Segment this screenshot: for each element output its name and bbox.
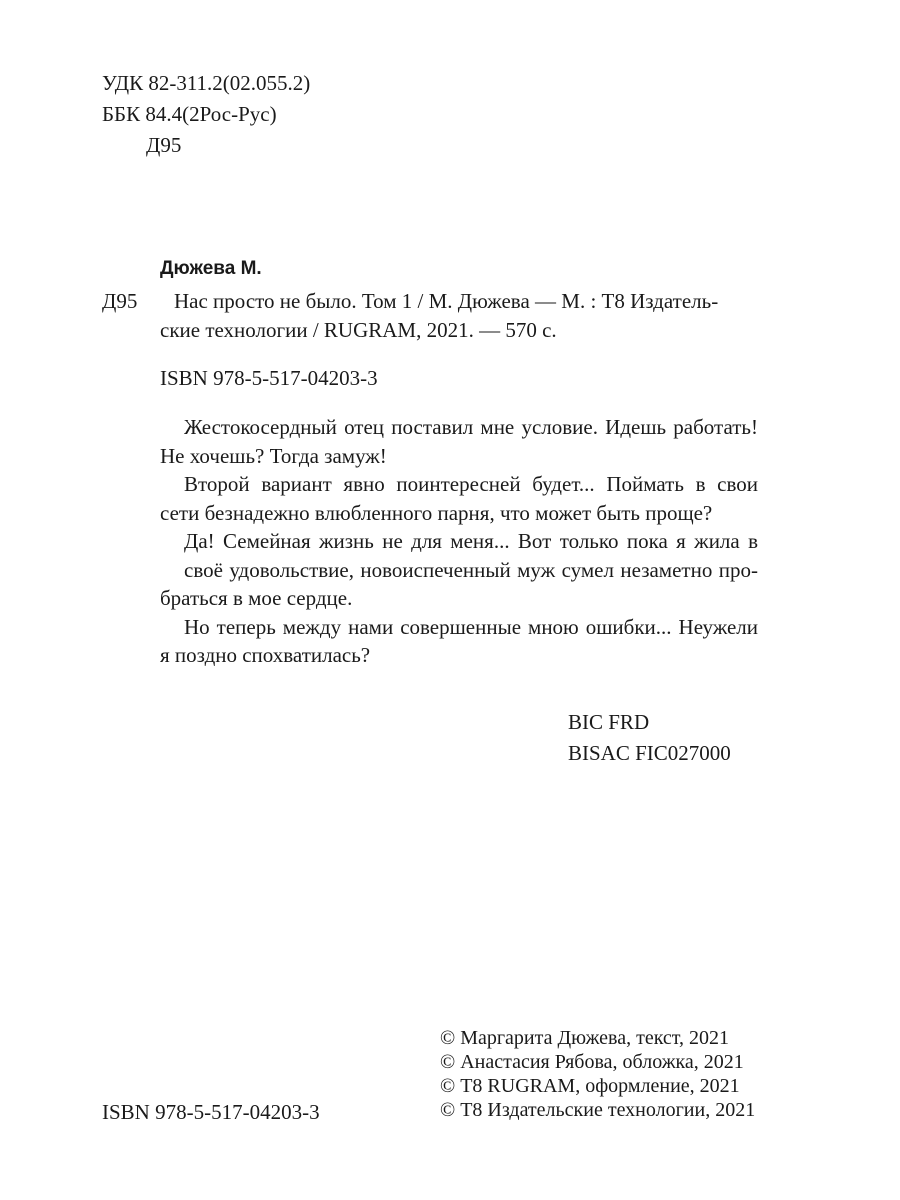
annotation-line: браться в мое сердце. — [160, 586, 353, 610]
annotation-line: Да! Семейная жизнь не для меня... Вот только пока я жила в — [184, 529, 758, 553]
annotation-line: я поздно спохватилась? — [160, 643, 371, 667]
bbk-code: ББК 84.4(2Рос-Рус) — [102, 102, 277, 126]
copyright-line: © Анастасия Рябова, обложка, 2021 — [440, 1051, 744, 1073]
bibliographic-description — [160, 287, 759, 345]
copyright-line: © Т8 Издательские технологии, 2021 — [440, 1099, 756, 1121]
annotation-line: Второй вариант явно поинтересней будет... Поймать в свои — [184, 472, 758, 496]
annotation-line: Но теперь между нами совершенные мною ошибки... Неужели — [184, 614, 758, 639]
call-mark: Д95 — [102, 289, 138, 313]
author-mark: Д95 — [146, 133, 182, 157]
bib-line-1: Нас просто не было. Том 1 / М. Дюжева — М. : Т8 Издатель- — [174, 289, 719, 313]
copyright-line: © Т8 RUGRAM, оформление, 2021 — [440, 1075, 740, 1097]
annotation-line: Не хочешь? Тогда замуж! — [160, 443, 387, 468]
copyright-line: © Маргарита Дюжева, текст, 2021 — [440, 1027, 730, 1049]
copyright-block — [440, 1026, 755, 1122]
subject-codes — [568, 707, 731, 769]
udc-code: УДК 82-311.2(02.055.2) — [102, 71, 311, 95]
classification-block — [102, 68, 310, 161]
isbn-main: ISBN 978-5-517-04203-3 — [160, 366, 378, 390]
annotation-paragraph — [160, 527, 758, 613]
annotation-paragraph — [160, 470, 758, 527]
annotation-line: своё удовольствие, новоиспеченный муж сумел незаметно про- — [184, 557, 758, 582]
annotation-line: сети безнадежно влюбленного парня, что может быть проще? — [160, 500, 713, 525]
author-name: Дюжева М. — [160, 258, 262, 279]
isbn-footer: ISBN 978-5-517-04203-3 — [102, 1100, 320, 1124]
bic-code: BIC FRD — [568, 710, 650, 734]
annotation-paragraph — [160, 413, 758, 470]
bisac-code: BISAC FIC027000 — [568, 741, 731, 765]
annotation-paragraph — [160, 613, 758, 670]
annotation-line: Жестокосердный отец поставил мне условие. Идешь работать! — [184, 415, 758, 439]
bib-line-2: ские технологии / RUGRAM, 2021. — 570 с. — [160, 318, 557, 342]
annotation — [160, 413, 758, 670]
